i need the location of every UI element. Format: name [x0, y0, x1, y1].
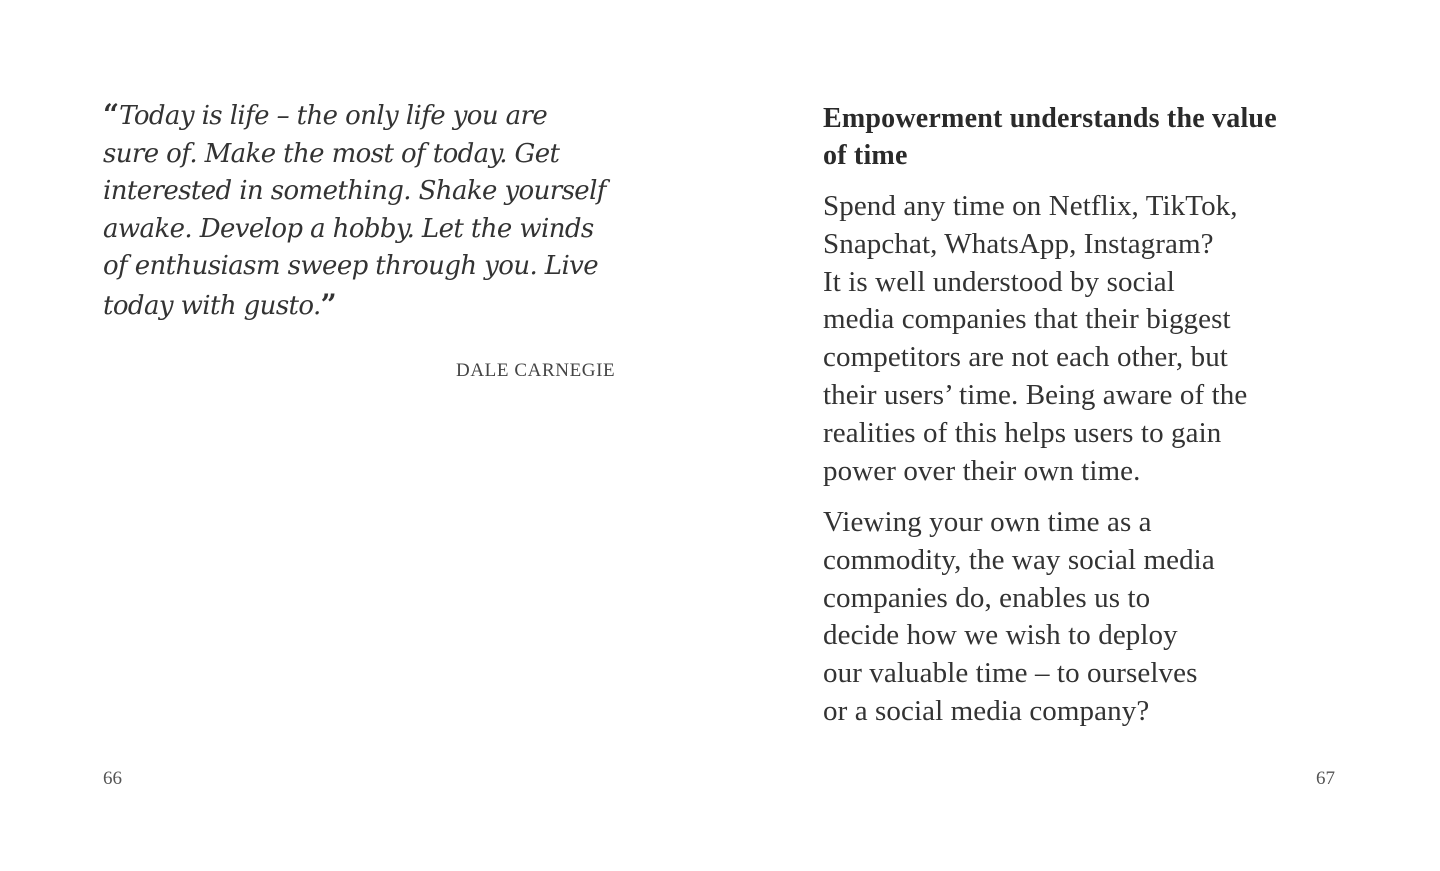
heading-line: of time [823, 140, 908, 171]
quote-line: awake. Develop a hobby. Let the winds [103, 213, 594, 244]
quote-block [103, 96, 643, 326]
paragraph-2 [823, 504, 1423, 731]
paragraph-line: decide how we wish to deploy [823, 619, 1178, 652]
quote-line: interested in something. Shake yourself [103, 176, 606, 207]
open-quote-mark: “ [103, 98, 120, 131]
page-number-right: 67 [1316, 768, 1335, 789]
right-page [720, 0, 1440, 871]
paragraph-line: competitors are not each other, but [823, 341, 1228, 374]
paragraph-line: power over their own time. [823, 454, 1141, 487]
quote-line: today with gusto.” [103, 287, 337, 321]
quote-line: sure of. Make the most of today. Get [103, 138, 560, 169]
paragraph-line: It is well understood by social [823, 265, 1175, 298]
paragraph-1 [823, 188, 1423, 490]
paragraph-line: Snapchat, WhatsApp, Instagram? [823, 227, 1214, 260]
page-number-left: 66 [103, 768, 122, 789]
paragraph-line: their users’ time. Being aware of the [823, 378, 1248, 411]
paragraph-line: companies do, enables us to [823, 581, 1151, 614]
quote-attribution: DALE CARNEGIE [456, 360, 616, 381]
paragraph-line: Spend any time on Netflix, TikTok, [823, 190, 1238, 222]
close-quote-mark: ” [320, 287, 337, 321]
paragraph-line: commodity, the way social media [823, 543, 1215, 576]
heading-line: Empowerment understands the value [823, 103, 1277, 134]
paragraph-line: our valuable time – to ourselves [823, 657, 1198, 690]
quote-line: of enthusiasm sweep through you. Live [103, 251, 599, 282]
paragraph-line: or a social media company? [823, 694, 1150, 727]
paragraph-line: Viewing your own time as a [823, 506, 1152, 538]
section-heading [823, 100, 1423, 174]
paragraph-line: realities of this helps users to gain [823, 416, 1222, 449]
paragraph-line: media companies that their biggest [823, 303, 1231, 336]
quote-line: “Today is life – the only life you are [103, 98, 548, 131]
